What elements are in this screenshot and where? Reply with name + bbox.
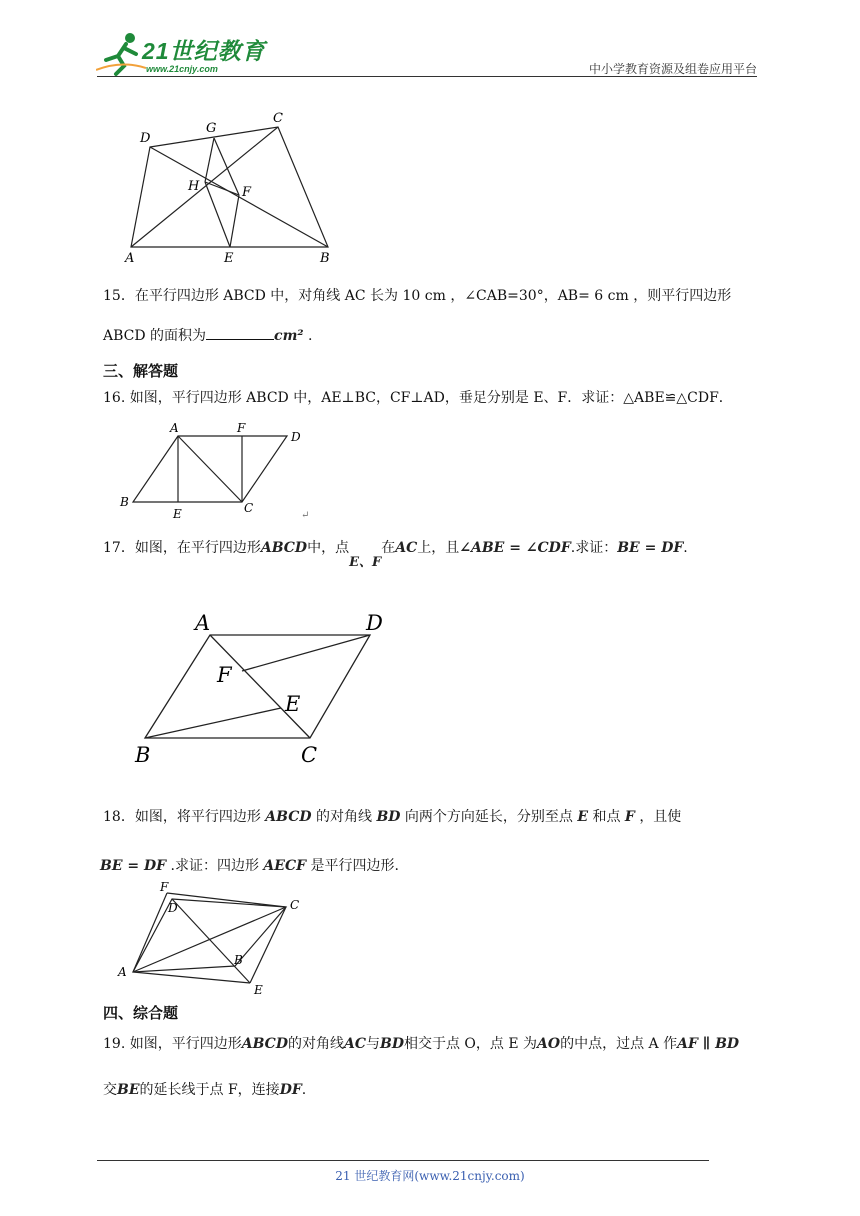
q17-text-6: .	[683, 540, 688, 556]
question-15-line2	[103, 325, 312, 346]
q19-text-5: 的中点，过点 A 作	[560, 1036, 678, 1052]
q19-math-ao: AO	[537, 1036, 561, 1052]
q19-math-ac: AC	[343, 1036, 366, 1052]
question-18-line2	[100, 856, 399, 876]
q18-text-2: 的对角线	[315, 809, 372, 825]
label-D: D	[366, 611, 383, 635]
runner-logo-icon	[96, 30, 146, 76]
label-E: E	[224, 251, 234, 266]
label-F: F	[237, 421, 246, 435]
question-15-line1: 15．在平行四边形 ABCD 中，对角线 AC 长为 10 cm ，∠CAB=30°，AB= 6 cm ，则平行四边形	[103, 288, 732, 304]
q19-math-df: DF	[279, 1082, 302, 1098]
q19-math-bd: BD	[379, 1036, 404, 1052]
label-A: A	[118, 965, 127, 979]
q18-math-aecf: AECF	[263, 858, 307, 874]
question-19-line2	[103, 1080, 306, 1100]
question-17	[103, 538, 688, 570]
q18-text-5: ，且使	[639, 809, 682, 825]
label-E: E	[254, 983, 263, 997]
figure-q18	[112, 880, 312, 1000]
label-E: E	[173, 507, 182, 521]
label-C: C	[301, 743, 318, 767]
q19-text-1: 19. 如图，平行四边形	[103, 1036, 242, 1052]
q17-math-abcd: ABCD	[260, 540, 308, 556]
label-B: B	[135, 743, 151, 767]
figure-q17	[125, 605, 400, 775]
q19-text-4: 相交于点 O，点 E 为	[403, 1036, 538, 1052]
label-F: F	[160, 880, 169, 894]
q18-text-7: 是平行四边形.	[310, 858, 399, 874]
answer-blank[interactable]	[206, 325, 274, 340]
q19-text-6: 交	[103, 1082, 117, 1098]
section-heading-4: 四、综合题	[103, 1004, 179, 1022]
label-H: H	[188, 179, 200, 194]
q17-math-ef: E、F	[349, 555, 382, 570]
question-18-line1	[103, 807, 681, 827]
footer-divider	[97, 1160, 709, 1161]
unit-cm2: cm²	[274, 328, 304, 344]
figure-q14	[118, 110, 338, 270]
logo-url: www.21cnjy.com	[146, 64, 218, 74]
q17-text-2: 中，点	[307, 540, 350, 556]
figure-q16	[115, 418, 325, 523]
paragraph-mark: ↵	[301, 510, 310, 521]
q19-text-3: 与	[365, 1036, 380, 1052]
label-C: C	[273, 111, 283, 126]
q18-math-be-df: BE = DF	[100, 858, 167, 874]
label-D: D	[291, 430, 301, 444]
q18-math-e: E	[577, 809, 588, 825]
platform-name: 中小学教育资源及组卷应用平台	[588, 62, 757, 76]
q18-math-f: F	[624, 809, 635, 825]
q17-math-ac: AC	[395, 540, 418, 556]
q17-text-4: 上，且	[417, 540, 460, 556]
q18-math-abcd: ABCD	[265, 809, 312, 825]
q17-text-5: .求证：	[570, 540, 618, 556]
q17-math-be-df: BE = DF	[617, 540, 684, 556]
label-E: E	[285, 692, 301, 716]
header-divider	[97, 76, 757, 77]
label-A: A	[170, 421, 179, 435]
label-A: A	[125, 251, 135, 266]
q17-text-3: 在	[381, 540, 396, 556]
q17-text-1: 17．如图，在平行四边形	[103, 540, 261, 556]
label-D: D	[168, 901, 178, 915]
q19-math-af-parallel-bd: AF ∥ BD	[677, 1036, 740, 1052]
q15-period: .	[307, 328, 313, 344]
q19-text-8: .	[301, 1082, 307, 1098]
q19-math-be: BE	[117, 1082, 140, 1098]
q17-math-angles: ∠ABE = ∠CDF	[459, 540, 571, 556]
question-16: 16. 如图，平行四边形 ABCD 中，AE⊥BC，CF⊥AD，垂足分别是 E、F．求证：△ABE≌△CDF．	[103, 390, 733, 406]
section-heading-3: 三、解答题	[103, 362, 179, 380]
label-B: B	[120, 495, 129, 509]
label-G: G	[206, 121, 217, 136]
q18-text-3: 向两个方向延长，分别至点	[404, 809, 573, 825]
label-F: F	[217, 663, 232, 687]
label-C: C	[290, 898, 300, 912]
q18-text-1: 18．如图，将平行四边形	[103, 809, 261, 825]
q18-text-4: 和点	[592, 809, 621, 825]
label-F: F	[242, 185, 252, 200]
label-D: D	[140, 131, 151, 146]
label-A: A	[195, 611, 211, 635]
label-B: B	[320, 251, 330, 266]
logo-text: 21世纪教育	[142, 38, 266, 64]
q19-math-abcd: ABCD	[241, 1036, 288, 1052]
q19-text-7: 的延长线于点 F，连接	[139, 1082, 280, 1098]
q18-math-bd: BD	[376, 809, 401, 825]
q15-prefix: ABCD 的面积为	[103, 328, 207, 344]
footer-link[interactable]: 21 世纪教育网(www.21cnjy.com)	[335, 1169, 525, 1183]
label-C: C	[244, 501, 254, 515]
label-B: B	[234, 953, 243, 967]
q18-text-6: .求证：四边形	[170, 858, 259, 874]
question-19-line1	[103, 1034, 739, 1054]
q19-text-2: 的对角线	[287, 1036, 344, 1052]
